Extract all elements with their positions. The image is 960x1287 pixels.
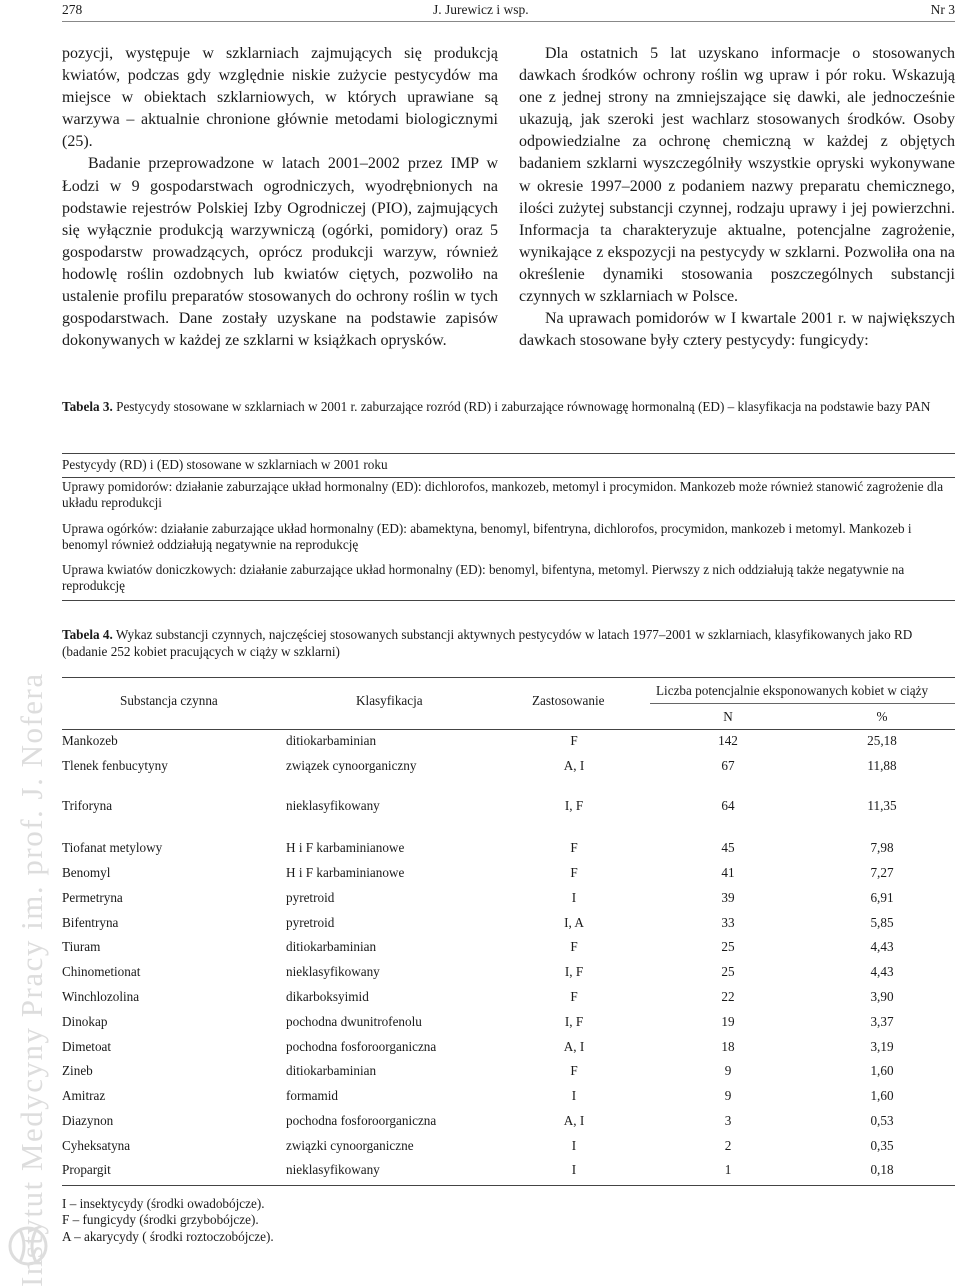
count-cell: 33 xyxy=(721,915,735,930)
table-row xyxy=(62,890,955,910)
table-row xyxy=(62,1063,955,1083)
table-row xyxy=(62,915,955,935)
use-cell: I xyxy=(571,1162,577,1177)
count-cell: 25 xyxy=(721,964,735,979)
issue-number: Nr 3 xyxy=(930,2,955,17)
count-cell: 41 xyxy=(721,865,735,880)
substance-cell: Amitraz xyxy=(62,1088,106,1103)
substance-cell: Chinometionat xyxy=(62,964,141,979)
classification-cell: pochodna fosforoorganiczna xyxy=(286,1113,437,1128)
running-title: J. Jurewicz i wsp. xyxy=(433,2,529,17)
count-cell: 18 xyxy=(721,1039,735,1054)
use-cell: F xyxy=(570,1063,578,1078)
percent-cell: 7,27 xyxy=(870,865,894,880)
substance-cell: Triforyna xyxy=(62,798,113,813)
table4-top-rule xyxy=(62,677,955,678)
use-cell: I, F xyxy=(564,798,584,813)
use-cell: I, F xyxy=(564,1014,584,1029)
table4-bottom-rule xyxy=(62,1185,955,1186)
use-cell: I xyxy=(571,1088,577,1103)
substance-cell: Dimetoat xyxy=(62,1039,112,1054)
substance-cell: Tlenek fenbucytyny xyxy=(62,758,168,773)
classification-cell: nieklasyfikowany xyxy=(286,964,380,979)
table-row xyxy=(62,1014,955,1034)
table-row xyxy=(62,840,955,860)
classification-cell: pyretroid xyxy=(286,915,335,930)
use-cell: A, I xyxy=(563,1039,585,1054)
table4-header-substance: Substancja czynna xyxy=(120,693,218,708)
table3-bottom-rule xyxy=(62,600,955,601)
percent-cell: 1,60 xyxy=(870,1088,894,1103)
table3-row: Uprawa kwiatów doniczkowych: działanie zaburzające układ hormonalny (ED): benomyl, bifentyna, metomyl. Pierwszy z nich oddziałują także negatywnie na reprodukcję xyxy=(62,562,905,594)
legend-item-fungicides: F – fungicydy (środki grzybobójcze). xyxy=(62,1212,259,1228)
table4-header-rule xyxy=(62,729,955,730)
header-rule xyxy=(62,21,955,22)
left-paragraph-1: pozycji, występuje w szklarniach zajmujących się produkcją kwiatów, podczas gdy względnie niskie zużycie pestycydów ma miejsce w obiektach szklarniowych, w których uprawiane są warzywa – aktualnie chronione głównie metodami biologicznymi (25). xyxy=(62,45,498,151)
classification-cell: nieklasyfikowany xyxy=(286,1162,380,1177)
percent-cell: 11,35 xyxy=(867,798,897,813)
table-row xyxy=(62,1088,955,1108)
percent-cell: 11,88 xyxy=(867,758,897,773)
use-cell: I xyxy=(571,1138,577,1153)
table4-header-percent: % xyxy=(876,709,888,724)
substance-cell: Tiofanat metylowy xyxy=(62,840,163,855)
classification-cell: pochodna dwunitrofenolu xyxy=(286,1014,422,1029)
substance-cell: Permetryna xyxy=(62,890,123,905)
page-number: 278 xyxy=(62,2,83,17)
table-row xyxy=(62,758,955,778)
use-cell: F xyxy=(570,939,578,954)
classification-cell: związki cynoorganiczne xyxy=(286,1138,414,1153)
table-row xyxy=(62,1162,955,1182)
classification-cell: pyretroid xyxy=(286,890,335,905)
table-row xyxy=(62,865,955,885)
table4-header-classification: Klasyfikacja xyxy=(356,693,423,708)
count-cell: 9 xyxy=(724,1088,732,1103)
count-cell: 142 xyxy=(718,733,738,748)
count-cell: 3 xyxy=(724,1113,732,1128)
percent-cell: 0,18 xyxy=(870,1162,894,1177)
percent-cell: 5,85 xyxy=(870,915,894,930)
legend-item-acaricides: A – akarycydy ( środki roztoczobójcze). xyxy=(62,1228,274,1244)
substance-cell: Dinokap xyxy=(62,1014,108,1029)
table-row xyxy=(62,964,955,984)
page-header xyxy=(62,0,955,22)
count-cell: 25 xyxy=(721,939,735,954)
classification-cell: ditiokarbaminian xyxy=(286,1063,377,1078)
substance-cell: Mankozeb xyxy=(62,733,118,748)
classification-cell: związek cynoorganiczny xyxy=(286,758,417,773)
table4-legend xyxy=(62,1196,274,1245)
count-cell: 45 xyxy=(721,840,735,855)
table4-header-exposed: Liczba potencjalnie eksponowanych kobiet w ciąży xyxy=(656,683,929,698)
use-cell: F xyxy=(570,865,578,880)
table4-label: Tabela 4. xyxy=(62,627,113,642)
percent-cell: 7,98 xyxy=(870,840,894,855)
percent-cell: 4,43 xyxy=(870,964,894,979)
table-row xyxy=(62,939,955,959)
substance-cell: Diazynon xyxy=(62,1113,114,1128)
classification-cell: H i F karbaminianowe xyxy=(286,840,405,855)
table-row xyxy=(62,1113,955,1133)
count-cell: 22 xyxy=(721,989,735,1004)
count-cell: 1 xyxy=(724,1162,732,1177)
classification-cell: ditiokarbaminian xyxy=(286,939,377,954)
classification-cell: pochodna fosforoorganiczna xyxy=(286,1039,437,1054)
legend-item-insecticides: I – insektycydy (środki owadobójcze). xyxy=(62,1196,265,1211)
percent-cell: 0,53 xyxy=(870,1113,894,1128)
substance-cell: Cyheksatyna xyxy=(62,1138,131,1153)
table-row xyxy=(62,989,955,1009)
table-row xyxy=(62,733,955,753)
table3-caption xyxy=(62,399,955,416)
left-paragraph-2: Badanie przeprowadzone w latach 2001–2002 przez IMP w Łodzi w 9 gospodarstwach ogrodniczych, wyodrębnionych na podstawie rejestrów Polskiej Izby Ogrodniczej (PIO), zajmujących się wyłącznie produkcją warzywniczą (ogórki, pomidory) oraz 5 gospodarstw prowadzących, oprócz produkcji warzyw, również hodowlę roślin ozdobnych lub kwiatów ciętych, pozwoliło na ustalenie profilu preparatów stosowanych do ochrony roślin w tych gospodarstwach. Dane zostały uzyskane na podstawie zapisów dokonywanych w każdej ze szklarni w książkach oprysków. xyxy=(62,155,498,350)
table3-row: Uprawy pomidorów: działanie zaburzające układ hormonalny (ED): dichlorofos, mankozeb, metomyl i procymidon. Mankozeb może również stanowić zagrożenie dla układu reprodukcji xyxy=(62,479,944,511)
percent-cell: 3,90 xyxy=(870,989,894,1004)
table3-header: Pestycydy (RD) i (ED) stosowane w szklarniach w 2001 roku xyxy=(62,453,955,478)
substance-cell: Bifentryna xyxy=(62,915,119,930)
table4-subheader-rule xyxy=(650,703,955,704)
right-paragraph-2: Na uprawach pomidorów w I kwartale 2001 r. w największych dawkach stosowane były cztery pestycydy: fungicydy: xyxy=(519,310,955,350)
percent-cell: 3,37 xyxy=(870,1014,894,1029)
publisher-watermark: Instytut Medycyny Pracy im. prof. J. Nofera xyxy=(14,672,49,1287)
institute-logo-icon xyxy=(6,1210,50,1282)
percent-cell: 4,43 xyxy=(870,939,894,954)
classification-cell: dikarboksyimid xyxy=(286,989,369,1004)
table-row xyxy=(62,798,955,818)
table4-caption-text: Wykaz substancji czynnych, najczęściej stosowanych substancji aktywnych pestycydów w latach 1977–2001 w szklarniach, klasyfikowanych jako RD (badanie 252 kobiet pracujących w ciąży w szklarni) xyxy=(62,627,913,659)
use-cell: A, I xyxy=(563,758,585,773)
right-paragraph-1: Dla ostatnich 5 lat uzyskano informacje o stosowanych dawkach środków ochrony roślin wg upraw i pór roku. Wskazują one z jednej strony na zmniejszające się dawki, ale jednocześnie ukazują, jak szeroki jest wachlarz stosowanych środków. Osoby odpowiedzialne za ochronę chemiczną w każdej z objętych badaniem szklarni wyszczególniły wszystkie opryski wykonywane w okresie 1997–2000 z podaniem nazwy preparatu chemicznego, ilości zużytej substancji czynnej, rodzaju uprawy i jej powierzchni. Informacja ta charakteryzuje aktualne, potencjalne zagrożenie, wynikające z ekspozycji na pestycydy w szklarni. Pozwoliła ona na określenie dynamiki stosowania poszczególnych substancji czynnych w szklarniach w Polsce. xyxy=(519,45,955,306)
percent-cell: 3,19 xyxy=(870,1039,894,1054)
percent-cell: 6,91 xyxy=(870,890,894,905)
left-column xyxy=(62,43,498,352)
classification-cell: formamid xyxy=(286,1088,339,1103)
right-column xyxy=(519,43,955,352)
count-cell: 2 xyxy=(724,1138,732,1153)
count-cell: 64 xyxy=(721,798,735,813)
table3-label: Tabela 3. xyxy=(62,399,113,414)
table4-header-use: Zastosowanie xyxy=(532,693,605,708)
classification-cell: ditiokarbaminian xyxy=(286,733,377,748)
percent-cell: 25,18 xyxy=(867,733,897,748)
table3-row: Uprawa ogórków: działanie zaburzające układ hormonalny (ED): abamektyna, benomyl, bifentryna, dichlorofos, procymidon, mankozeb i metomyl. Mankozeb i benomyl również oddziałują negatywnie na reprodukcję xyxy=(62,521,912,553)
substance-cell: Propargit xyxy=(62,1162,111,1177)
use-cell: F xyxy=(570,840,578,855)
table4-caption xyxy=(62,627,955,660)
use-cell: F xyxy=(570,989,578,1004)
substance-cell: Tiuram xyxy=(62,939,101,954)
count-cell: 9 xyxy=(724,1063,732,1078)
use-cell: F xyxy=(570,733,578,748)
table-row xyxy=(62,1039,955,1059)
percent-cell: 0,35 xyxy=(870,1138,894,1153)
substance-cell: Zineb xyxy=(62,1063,93,1078)
use-cell: I xyxy=(571,890,577,905)
percent-cell: 1,60 xyxy=(870,1063,894,1078)
use-cell: A, I xyxy=(563,1113,585,1128)
substance-cell: Benomyl xyxy=(62,865,111,880)
table4-header-n: N xyxy=(723,709,733,724)
count-cell: 67 xyxy=(721,758,735,773)
table3-caption-text: Pestycydy stosowane w szklarniach w 2001 r. zaburzające rozród (RD) i zaburzające równowagę hormonalną (ED) – klasyfikacja na podstawie bazy PAN xyxy=(112,399,931,414)
classification-cell: H i F karbaminianowe xyxy=(286,865,405,880)
use-cell: I, F xyxy=(564,964,584,979)
substance-cell: Winchlozolina xyxy=(62,989,140,1004)
table-row xyxy=(62,1138,955,1158)
count-cell: 39 xyxy=(721,890,735,905)
count-cell: 19 xyxy=(721,1014,735,1029)
classification-cell: nieklasyfikowany xyxy=(286,798,380,813)
use-cell: I, A xyxy=(564,915,584,930)
